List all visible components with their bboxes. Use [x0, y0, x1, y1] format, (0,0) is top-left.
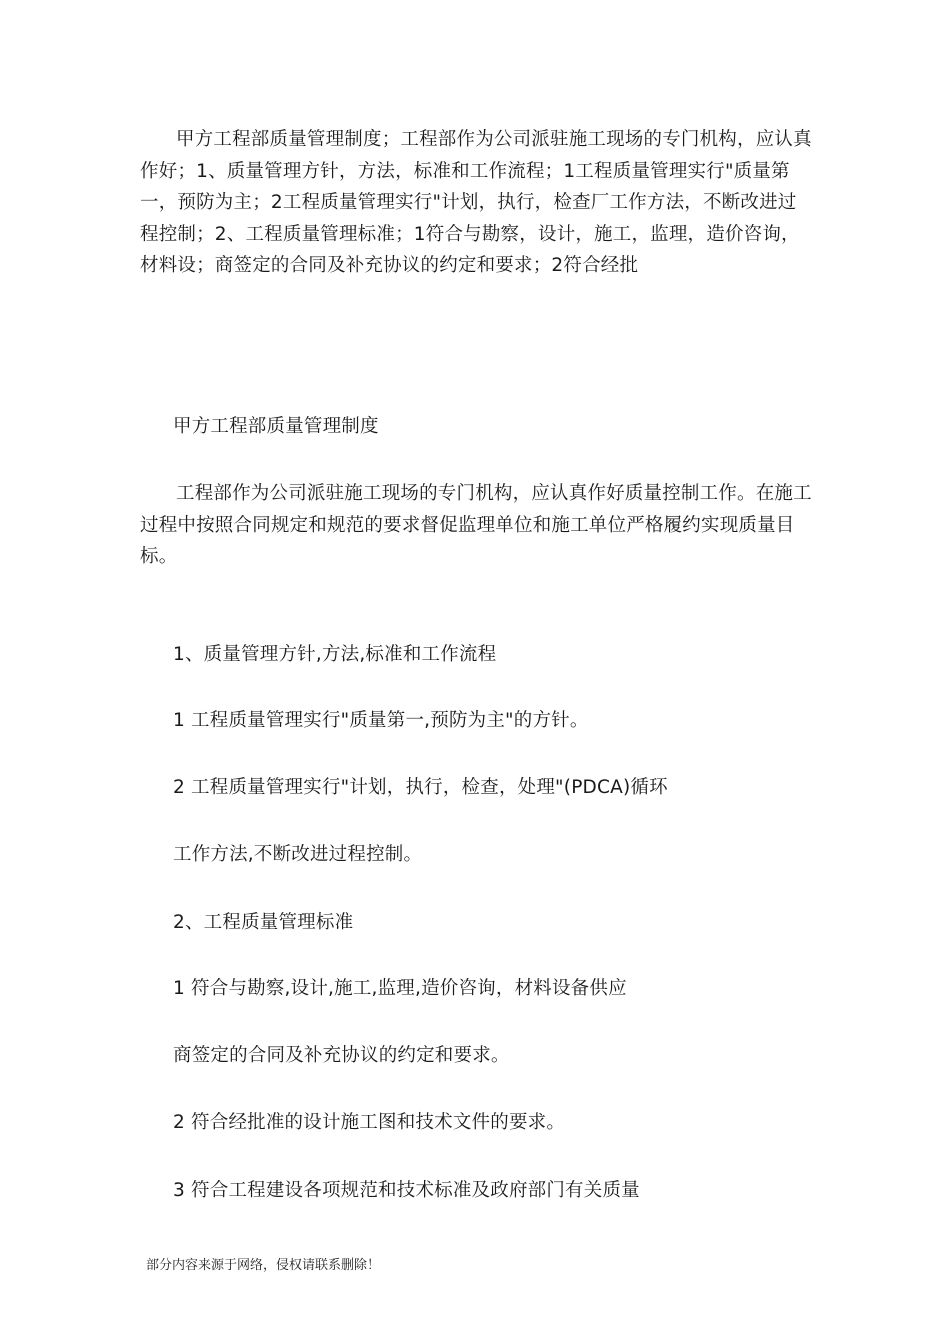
list-item: 2 工程质量管理实行"计划，执行，检查，处理"(PDCA)循环	[173, 777, 668, 798]
section-heading-1: 1、质量管理方针,方法,标准和工作流程	[173, 644, 497, 665]
list-item: 1 符合与勘察,设计,施工,监理,造价咨询，材料设备供应	[173, 978, 627, 999]
footer-disclaimer: 部分内容来源于网络，侵权请联系删除！	[146, 1258, 381, 1273]
list-item-continuation: 商签定的合同及补充协议的约定和要求。	[173, 1045, 510, 1066]
list-item: 2 符合经批准的设计施工图和技术文件的要求。	[173, 1112, 566, 1133]
document-title: 甲方工程部质量管理制度	[173, 416, 379, 437]
intro-paragraph: 工程部作为公司派驻施工现场的专门机构，应认真作好质量控制工作。在施工过程中按照合同规定和规范的要求督促监理单位和施工单位严格履约实现质量目标。	[140, 483, 812, 567]
list-item: 3 符合工程建设各项规范和技术标准及政府部门有关质量	[173, 1180, 640, 1201]
list-item-continuation: 工作方法,不断改进过程控制。	[173, 844, 423, 865]
list-item: 1 工程质量管理实行"质量第一,预防为主"的方针。	[173, 710, 589, 731]
summary-paragraph: 甲方工程部质量管理制度；工程部作为公司派驻施工现场的专门机构，应认真作好；1、质量管理方针，方法，标准和工作流程；1工程质量管理实行"质量第一，预防为主；2工程质量管理实行"计划，执行，检查厂工作方法，不断改进过程控制；2、工程质量管理标准；1符合与勘察，设计，施工，监理，造价咨询，材料设；商签定的合同及补充协议的约定和要求；2符合经批	[140, 129, 812, 276]
section-heading-2: 2、工程质量管理标准	[173, 912, 354, 933]
